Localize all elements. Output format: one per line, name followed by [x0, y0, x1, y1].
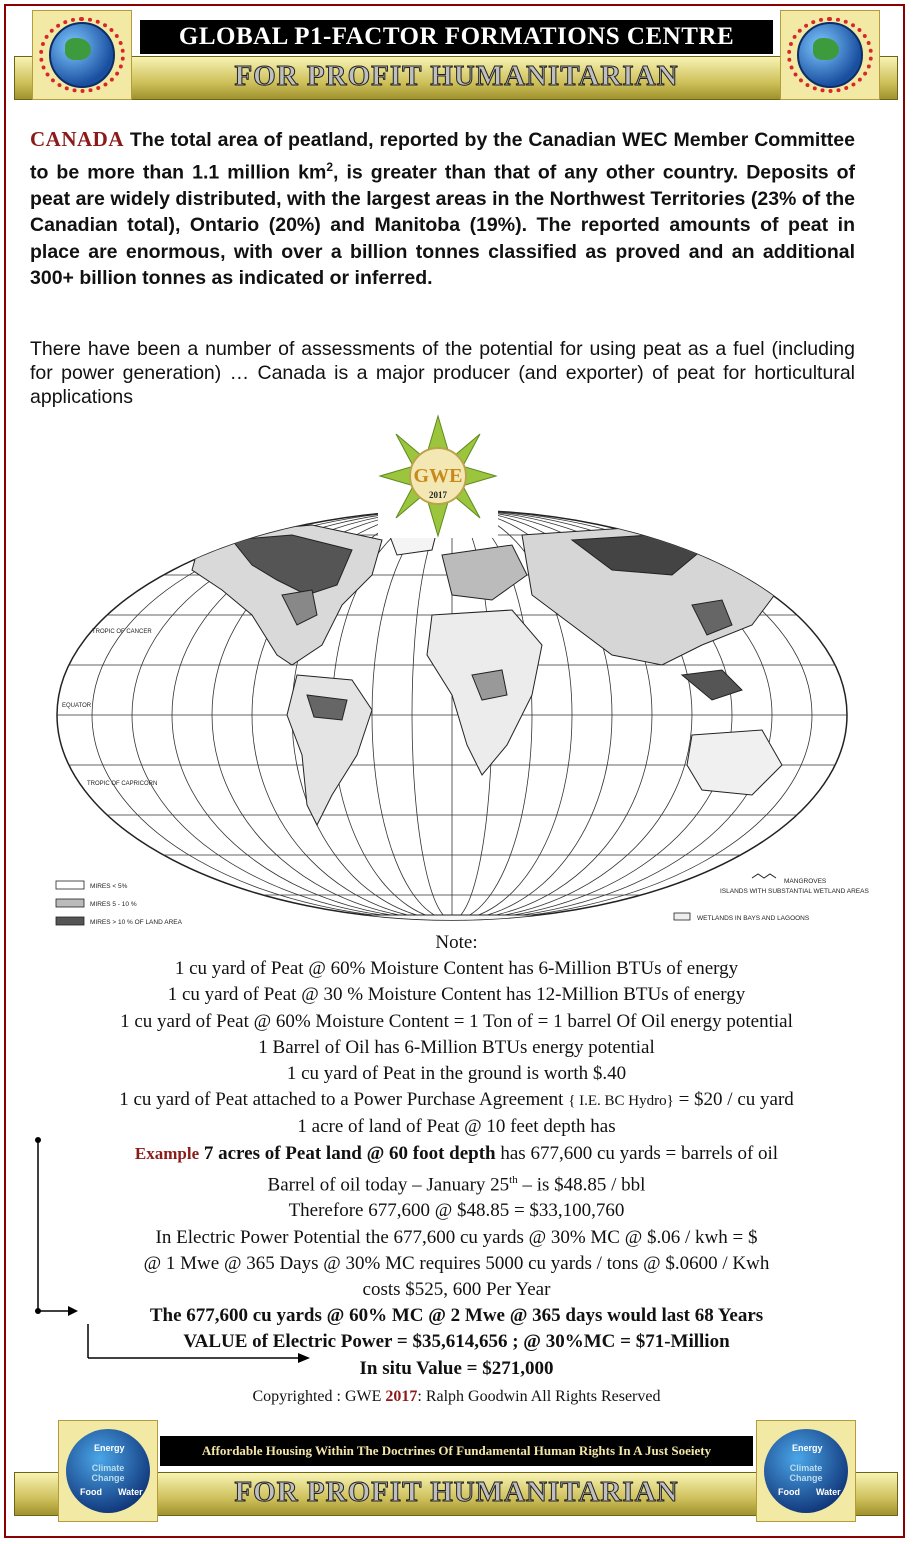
- footer-tagline: Affordable Housing Within The Doctrines Of Fundamental Human Rights In A Just Soeiety: [160, 1436, 753, 1466]
- header-globe-left: [32, 10, 132, 100]
- lat-label: TROPIC OF CAPRICORN: [87, 781, 158, 787]
- example-line: Example 7 acres of Peat land @ 60 foot depth has 677,600 cu yards = barrels of oil: [134, 1142, 779, 1164]
- lat-label: EQUATOR: [62, 703, 92, 709]
- logo-year: 2017: [429, 490, 447, 500]
- note-line: @ 1 Mwe @ 365 Days @ 30% MC requires 5000 cu yards / tons @ $.0600 / Kwh: [143, 1252, 770, 1274]
- note-line: Barrel of oil today – January 25th – is $48.85 / bbl: [267, 1173, 646, 1196]
- legend-swatch: [674, 913, 690, 920]
- note-line: 1 Barrel of Oil has 6-Million BTUs energy potential: [258, 1036, 655, 1058]
- header-globe-right: [780, 10, 880, 100]
- legend-swatch: [56, 917, 84, 925]
- notes-heading: Note:: [435, 932, 478, 953]
- header-title: GLOBAL P1-FACTOR FORMATIONS CENTRE: [140, 20, 773, 54]
- bracket-arrows: [20, 1136, 320, 1368]
- note-line: In Electric Power Potential the 677,600 cu yards @ 30% MC @ $.06 / kwh = $: [155, 1226, 758, 1248]
- footer-globe-right: [756, 1420, 856, 1522]
- note-line: Therefore 677,600 @ $48.85 = $33,100,760: [288, 1200, 625, 1222]
- legend-item: MANGROVES: [784, 878, 827, 885]
- footer-subtitle: FOR PROFIT HUMANITARIAN: [234, 1476, 679, 1508]
- energy-climate-globe-icon: Energy Climate Change Food Water: [764, 1429, 848, 1513]
- legend-item: MIRES > 10 % OF LAND AREA: [90, 919, 182, 926]
- logo-text: GWE: [413, 465, 463, 487]
- copyright-line: Copyrighted : GWE 2017: Ralph Goodwin All Rights Reserved: [252, 1388, 661, 1405]
- legend-item: ISLANDS WITH SUBSTANTIAL WETLAND AREAS: [720, 888, 869, 895]
- legend-swatch: [56, 881, 84, 889]
- note-line: 1 cu yard of Peat @ 60% Moisture Content has 6-Million BTUs of energy: [174, 958, 739, 980]
- arrow-right-icon: [68, 1306, 78, 1316]
- people-ring-icon: [787, 17, 873, 93]
- note-line: VALUE of Electric Power = $35,614,656 ; @ 30%MC = $71-Million: [183, 1331, 730, 1353]
- note-line: 1 acre of land of Peat @ 10 feet depth has: [297, 1116, 616, 1138]
- world-peatland-map: [52, 495, 869, 935]
- assessment-paragraph: There have been a number of assessments of the potential for using peat as a fuel (including for power generation) … Canada is a major producer (and exporter) of peat for horticultural applications: [30, 338, 855, 408]
- lat-label: TROPIC OF CANCER: [92, 629, 152, 635]
- note-line: 1 cu yard of Peat in the ground is worth $.40: [286, 1063, 627, 1085]
- legend-item: WETLANDS IN BAYS AND LAGOONS: [697, 915, 810, 922]
- gwe-logo: [378, 414, 498, 538]
- country-label: CANADA: [30, 127, 124, 151]
- people-ring-icon: [39, 17, 125, 93]
- footer-globe-left: [58, 1420, 158, 1522]
- legend-item: MIRES < 5%: [90, 883, 128, 890]
- header-subtitle: FOR PROFIT HUMANITARIAN: [234, 60, 679, 92]
- intro-paragraph: CANADA The total area of peatland, reported by the Canadian WEC Member Committee to be more than 1.1 million $km^2$, is greater than that of any other country. Deposits of peat are widely distributed, with the largest areas in the Northwest Territories (23% of the Canadian total), Ontario (20%) and Manitoba (19%). The reported amounts of peat in place are enormous, with over a billion tonnes classified as proved and an additional 300+ billion tonnes as indicated or inferred.: [30, 127, 855, 289]
- arrow-right-icon: [298, 1353, 310, 1363]
- legend-swatch: [56, 899, 84, 907]
- note-line: In situ Value = $271,000: [359, 1357, 554, 1379]
- note-line: 1 cu yard of Peat @ 60% Moisture Content = 1 Ton of = 1 barrel Of Oil energy potential: [120, 1010, 793, 1032]
- legend-item: MIRES 5 - 10 %: [90, 901, 137, 908]
- energy-climate-globe-icon: Energy Climate Change Food Water: [66, 1429, 150, 1513]
- note-line: The 677,600 cu yards @ 60% MC @ 2 Mwe @ 365 days would last 68 Years: [149, 1305, 764, 1327]
- note-line: 1 cu yard of Peat @ 30 % Moisture Content has 12-Million BTUs of energy: [167, 984, 746, 1006]
- note-line: costs $525, 600 Per Year: [362, 1278, 551, 1300]
- note-line: 1 cu yard of Peat attached to a Power Purchase Agreement { I.E. BC Hydro} = $20 / cu yard: [119, 1089, 794, 1111]
- mangrove-icon: [752, 874, 776, 878]
